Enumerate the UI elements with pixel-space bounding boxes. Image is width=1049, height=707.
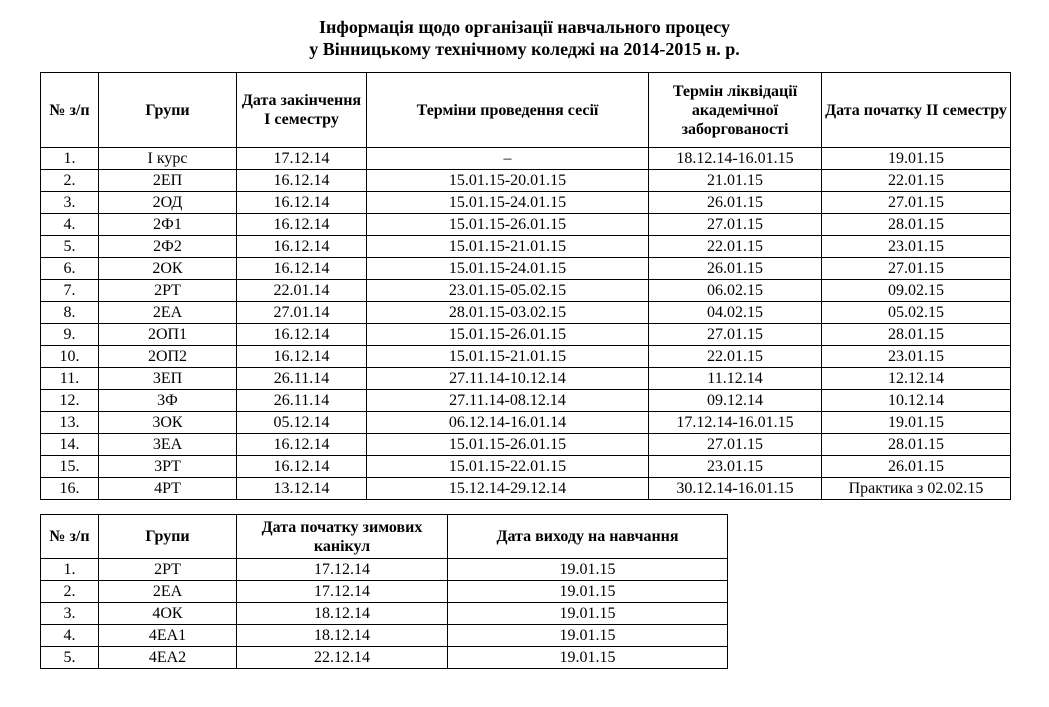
table-cell: 22.01.15: [649, 346, 822, 368]
table-cell: 4.: [41, 625, 99, 647]
table-cell: –: [367, 148, 649, 170]
column-header: Дата початку ІІ семестру: [822, 73, 1011, 148]
table-cell: 16.12.14: [237, 456, 367, 478]
table-cell: 17.12.14: [237, 148, 367, 170]
table-cell: 16.12.14: [237, 236, 367, 258]
table-cell: 23.01.15: [822, 236, 1011, 258]
table-cell: 5.: [41, 236, 99, 258]
table-cell: 2Ф1: [99, 214, 237, 236]
table-row: [41, 302, 1011, 324]
table-cell: 3Ф: [99, 390, 237, 412]
table-cell: 22.01.15: [822, 170, 1011, 192]
table-row: [41, 170, 1011, 192]
table-cell: 2.: [41, 581, 99, 603]
table-cell: 06.12.14-16.01.14: [367, 412, 649, 434]
column-header: Терміни проведення сесії: [367, 73, 649, 148]
table-cell: 2ОП2: [99, 346, 237, 368]
table-row: [41, 559, 728, 581]
table-cell: 10.: [41, 346, 99, 368]
table-cell: 19.01.15: [448, 603, 728, 625]
table-cell: 3ОК: [99, 412, 237, 434]
table-row: [41, 346, 1011, 368]
table-cell: 17.12.14: [237, 559, 448, 581]
table-cell: 2ЕП: [99, 170, 237, 192]
table-cell: 27.11.14-08.12.14: [367, 390, 649, 412]
table-cell: 16.: [41, 478, 99, 500]
table-cell: 12.12.14: [822, 368, 1011, 390]
table-cell: 19.01.15: [448, 647, 728, 669]
table-cell: 15.01.15-24.01.15: [367, 192, 649, 214]
table-cell: 22.01.15: [649, 236, 822, 258]
table-cell: 2Ф2: [99, 236, 237, 258]
document-title: [0, 16, 1049, 60]
table-cell: 4.: [41, 214, 99, 236]
table-cell: 28.01.15: [822, 214, 1011, 236]
column-header: № з/п: [41, 515, 99, 559]
table-cell: 28.01.15-03.02.15: [367, 302, 649, 324]
table-cell: 2ЕА: [99, 581, 237, 603]
table-cell: 18.12.14: [237, 625, 448, 647]
table-cell: 05.12.14: [237, 412, 367, 434]
table-cell: 10.12.14: [822, 390, 1011, 412]
table-row: [41, 192, 1011, 214]
table-cell: І курс: [99, 148, 237, 170]
table-cell: 15.01.15-26.01.15: [367, 434, 649, 456]
table-cell: 23.01.15: [649, 456, 822, 478]
table-cell: 22.01.14: [237, 280, 367, 302]
table-cell: 2РТ: [99, 280, 237, 302]
table-cell: 19.01.15: [822, 148, 1011, 170]
table-cell: 15.01.15-21.01.15: [367, 236, 649, 258]
table-cell: 19.01.15: [448, 559, 728, 581]
table-cell: 8.: [41, 302, 99, 324]
table-row: [41, 434, 1011, 456]
table-cell: 16.12.14: [237, 346, 367, 368]
table-row: [41, 280, 1011, 302]
table-row: [41, 390, 1011, 412]
table-cell: 15.01.15-26.01.15: [367, 214, 649, 236]
table-cell: 16.12.14: [237, 434, 367, 456]
table-cell: 15.01.15-21.01.15: [367, 346, 649, 368]
table-cell: 2РТ: [99, 559, 237, 581]
table-row: [41, 456, 1011, 478]
table-cell: 28.01.15: [822, 434, 1011, 456]
table-cell: 09.12.14: [649, 390, 822, 412]
table-cell: 1.: [41, 559, 99, 581]
table-cell: 15.01.15-20.01.15: [367, 170, 649, 192]
table-cell: 23.01.15-05.02.15: [367, 280, 649, 302]
table-cell: 3ЕА: [99, 434, 237, 456]
table-header-row: [41, 515, 728, 559]
table-cell: 11.12.14: [649, 368, 822, 390]
table-cell: 2.: [41, 170, 99, 192]
title-line-2: у Вінницькому технічному коледжі на 2014-2015 н. р.: [309, 39, 740, 59]
table-cell: 2ОП1: [99, 324, 237, 346]
table-cell: 14.: [41, 434, 99, 456]
table-cell: 30.12.14-16.01.15: [649, 478, 822, 500]
winter-holidays-table: [40, 514, 728, 669]
table-row: [41, 368, 1011, 390]
table-cell: 15.01.15-24.01.15: [367, 258, 649, 280]
table-cell: 17.12.14: [237, 581, 448, 603]
table-row: [41, 625, 728, 647]
table-cell: 7.: [41, 280, 99, 302]
title-line-1: Інформація щодо організації навчального процесу: [319, 17, 730, 37]
table-cell: 16.12.14: [237, 214, 367, 236]
table-cell: 2ЕА: [99, 302, 237, 324]
table-cell: 27.11.14-10.12.14: [367, 368, 649, 390]
table-row: [41, 647, 728, 669]
table-row: [41, 412, 1011, 434]
table-row: [41, 603, 728, 625]
column-header: № з/п: [41, 73, 99, 148]
table-row: [41, 581, 728, 603]
table-row: [41, 324, 1011, 346]
column-header: Дата виходу на навчання: [448, 515, 728, 559]
study-process-table: [40, 72, 1011, 500]
table-cell: 9.: [41, 324, 99, 346]
table-header-row: [41, 73, 1011, 148]
table-cell: 19.01.15: [448, 581, 728, 603]
table-cell: 19.01.15: [822, 412, 1011, 434]
table-cell: 27.01.15: [649, 434, 822, 456]
table-cell: 19.01.15: [448, 625, 728, 647]
table-cell: 4ЕА2: [99, 647, 237, 669]
table-cell: 26.01.15: [649, 192, 822, 214]
table-cell: Практика з 02.02.15: [822, 478, 1011, 500]
table-row: [41, 148, 1011, 170]
table-cell: 15.12.14-29.12.14: [367, 478, 649, 500]
table-cell: 16.12.14: [237, 170, 367, 192]
table-row: [41, 236, 1011, 258]
column-header: Групи: [99, 73, 237, 148]
column-header: Групи: [99, 515, 237, 559]
table-cell: 27.01.14: [237, 302, 367, 324]
table-cell: 26.11.14: [237, 368, 367, 390]
table-row: [41, 258, 1011, 280]
column-header: Термін ліквідації академічної заборгованості: [649, 73, 822, 148]
table-cell: 11.: [41, 368, 99, 390]
table-cell: 28.01.15: [822, 324, 1011, 346]
table-cell: 12.: [41, 390, 99, 412]
table-cell: 27.01.15: [822, 258, 1011, 280]
table-cell: 3.: [41, 192, 99, 214]
table-cell: 3.: [41, 603, 99, 625]
table-cell: 27.01.15: [649, 324, 822, 346]
table-cell: 23.01.15: [822, 346, 1011, 368]
table-cell: 22.12.14: [237, 647, 448, 669]
table-cell: 4ОК: [99, 603, 237, 625]
table-cell: 26.01.15: [822, 456, 1011, 478]
table-cell: 16.12.14: [237, 258, 367, 280]
table-cell: 3ЕП: [99, 368, 237, 390]
table-cell: 27.01.15: [649, 214, 822, 236]
table-cell: 17.12.14-16.01.15: [649, 412, 822, 434]
table-cell: 16.12.14: [237, 192, 367, 214]
table-cell: 06.02.15: [649, 280, 822, 302]
table-cell: 21.01.15: [649, 170, 822, 192]
table-cell: 26.01.15: [649, 258, 822, 280]
table-cell: 2ОД: [99, 192, 237, 214]
table-cell: 3РТ: [99, 456, 237, 478]
table-cell: 26.11.14: [237, 390, 367, 412]
table-cell: 05.02.15: [822, 302, 1011, 324]
table-cell: 15.: [41, 456, 99, 478]
table-cell: 15.01.15-22.01.15: [367, 456, 649, 478]
table-row: [41, 214, 1011, 236]
table-cell: 6.: [41, 258, 99, 280]
table-row: [41, 478, 1011, 500]
table-cell: 27.01.15: [822, 192, 1011, 214]
table-cell: 13.: [41, 412, 99, 434]
column-header: Дата початку зимових канікул: [237, 515, 448, 559]
table-cell: 4ЕА1: [99, 625, 237, 647]
table-cell: 13.12.14: [237, 478, 367, 500]
column-header: Дата закінчення І семестру: [237, 73, 367, 148]
table-cell: 09.02.15: [822, 280, 1011, 302]
table-cell: 4РТ: [99, 478, 237, 500]
table-cell: 15.01.15-26.01.15: [367, 324, 649, 346]
table-cell: 1.: [41, 148, 99, 170]
table-cell: 18.12.14: [237, 603, 448, 625]
table-cell: 18.12.14-16.01.15: [649, 148, 822, 170]
table-cell: 16.12.14: [237, 324, 367, 346]
table-cell: 5.: [41, 647, 99, 669]
table-cell: 04.02.15: [649, 302, 822, 324]
table-cell: 2ОК: [99, 258, 237, 280]
